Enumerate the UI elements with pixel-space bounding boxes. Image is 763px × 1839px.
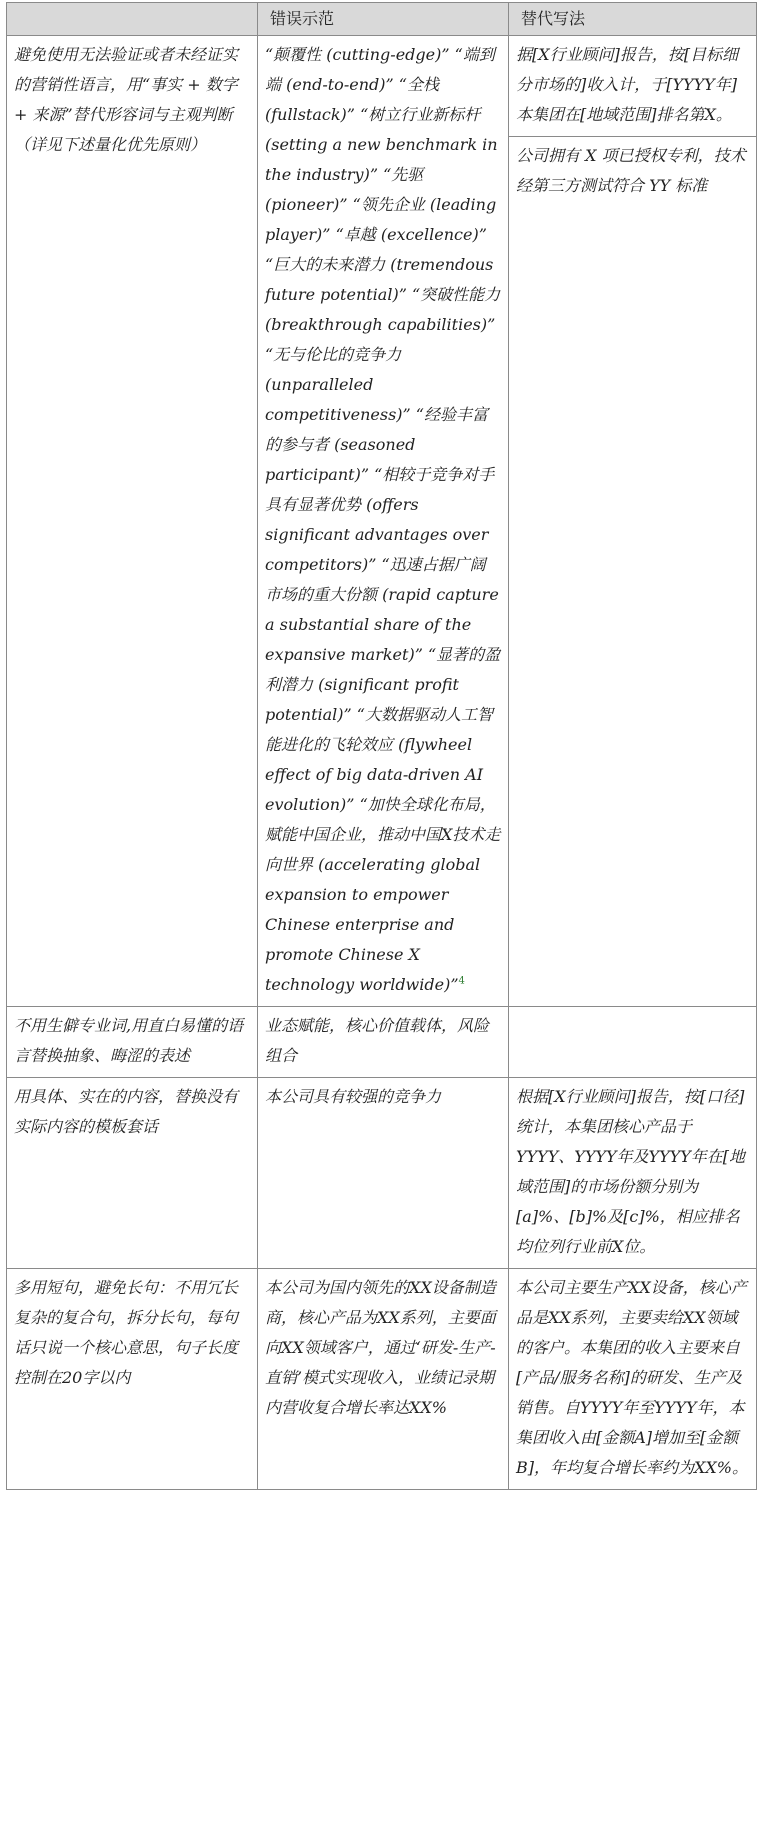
guideline-table [6, 2, 757, 1490]
wrong-example-cell: 业态赋能，核心价值载体，风险组合 [258, 1007, 509, 1078]
wrong-item: “巨大的未来潜力 (tremendous future potential)” [265, 255, 494, 304]
alternative-cell [509, 1007, 757, 1078]
header-wrong-example: 错误示范 [258, 3, 509, 36]
table-row [7, 1007, 757, 1078]
footnote-marker: 4 [458, 975, 465, 987]
principle-cell: 避免使用无法验证或者未经证实的营销性语言，用“事实 + 数字 + 来源”替代形容词与主观判断（详见下述量化优先原则） [7, 36, 258, 1007]
alternative-cell: 根据[X行业顾问]报告，按[口径]统计，本集团核心产品于YYYY、YYYY年及YYYY年在[地域范围]的市场份额分别为[a]%、[b]%及[c]%，相应排名均位列行业前X位。 [509, 1078, 757, 1269]
header-principle [7, 3, 258, 36]
alternative-cell: 本公司主要生产XX设备，核心产品是XX系列，主要卖给XX领域的客户。本集团的收入主要来自[产品/服务名称]的研发、生产及销售。自YYYY年至YYYY年，本集团收入由[金额A]增加至[金额B]，年均复合增长率约为XX%。 [509, 1269, 757, 1490]
principle-cell: 用具体、实在的内容，替换没有实际内容的模板套话 [7, 1078, 258, 1269]
wrong-example-cell: 本公司具有较强的竞争力 [258, 1078, 509, 1269]
wrong-item: “显著的盈利潜力 (significant profit potential)” [265, 645, 501, 724]
wrong-item: “突破性能力 (breakthrough capabilities)” [265, 285, 501, 334]
wrong-item: “加快全球化布局，赋能中国企业，推动中国X技术走向世界 (accelerating global expansion to empower Chinese enterprise and promote Chinese X technology worldwide)” [265, 795, 501, 994]
wrong-example-cell: 本公司为国内领先的XX设备制造商，核心产品为XX系列，主要面向XX领域客户，通过‘研发-生产-直销’模式实现收入，业绩记录期内营收复合增长率达XX% [258, 1269, 509, 1490]
principle-cell: 不用生僻专业词,用直白易懂的语言替换抽象、晦涩的表述 [7, 1007, 258, 1078]
wrong-item: “颠覆性 (cutting-edge)” [265, 45, 450, 64]
wrong-item: “全栈 (fullstack)” [265, 75, 439, 124]
wrong-item: “经验丰富的参与者 (seasoned participant)” [265, 405, 488, 484]
wrong-item: “树立行业新标杆 (setting a new benchmark in the industry)” [265, 105, 498, 184]
table-row [7, 1078, 757, 1269]
table-header-row [7, 3, 757, 36]
wrong-item: “无与伦比的竞争力 (unparalleled competitiveness)” [265, 345, 411, 424]
wrong-item: “大数据驱动人工智能进化的飞轮效应 (flywheel effect of big data-driven AI evolution)” [265, 705, 493, 814]
table-row [7, 36, 757, 1007]
wrong-item: “端到端 (end-to-end)” [265, 45, 495, 94]
table-row [7, 1269, 757, 1490]
header-alternative: 替代写法 [509, 3, 757, 36]
principle-cell: 多用短句，避免长句：不用冗长复杂的复合句，拆分长句，每句话只说一个核心意思，句子长度控制在20字以内 [7, 1269, 258, 1490]
alternative-item: 据[X行业顾问]报告，按[目标细分市场的]收入计，于[YYYY年]本集团在[地域范围]排名第X。 [516, 45, 739, 124]
wrong-item: “迅速占据广阔市场的重大份额 (rapid capture a substantial share of the expansive market)” [265, 555, 499, 664]
wrong-item: “卓越 (excellence)” [335, 225, 487, 244]
alternative-cell [509, 36, 757, 1007]
wrong-item: “领先企业 (leading player)” [265, 195, 497, 244]
alternative-item: 公司拥有 X 项已授权专利，技术经第三方测试符合 YY 标准 [509, 136, 756, 201]
wrong-item: “先驱 (pioneer)” [265, 165, 424, 214]
wrong-example-cell [258, 36, 509, 1007]
wrong-item: “相较于竞争对手具有显著优势 (offers significant advantages over competitors)” [265, 465, 495, 574]
